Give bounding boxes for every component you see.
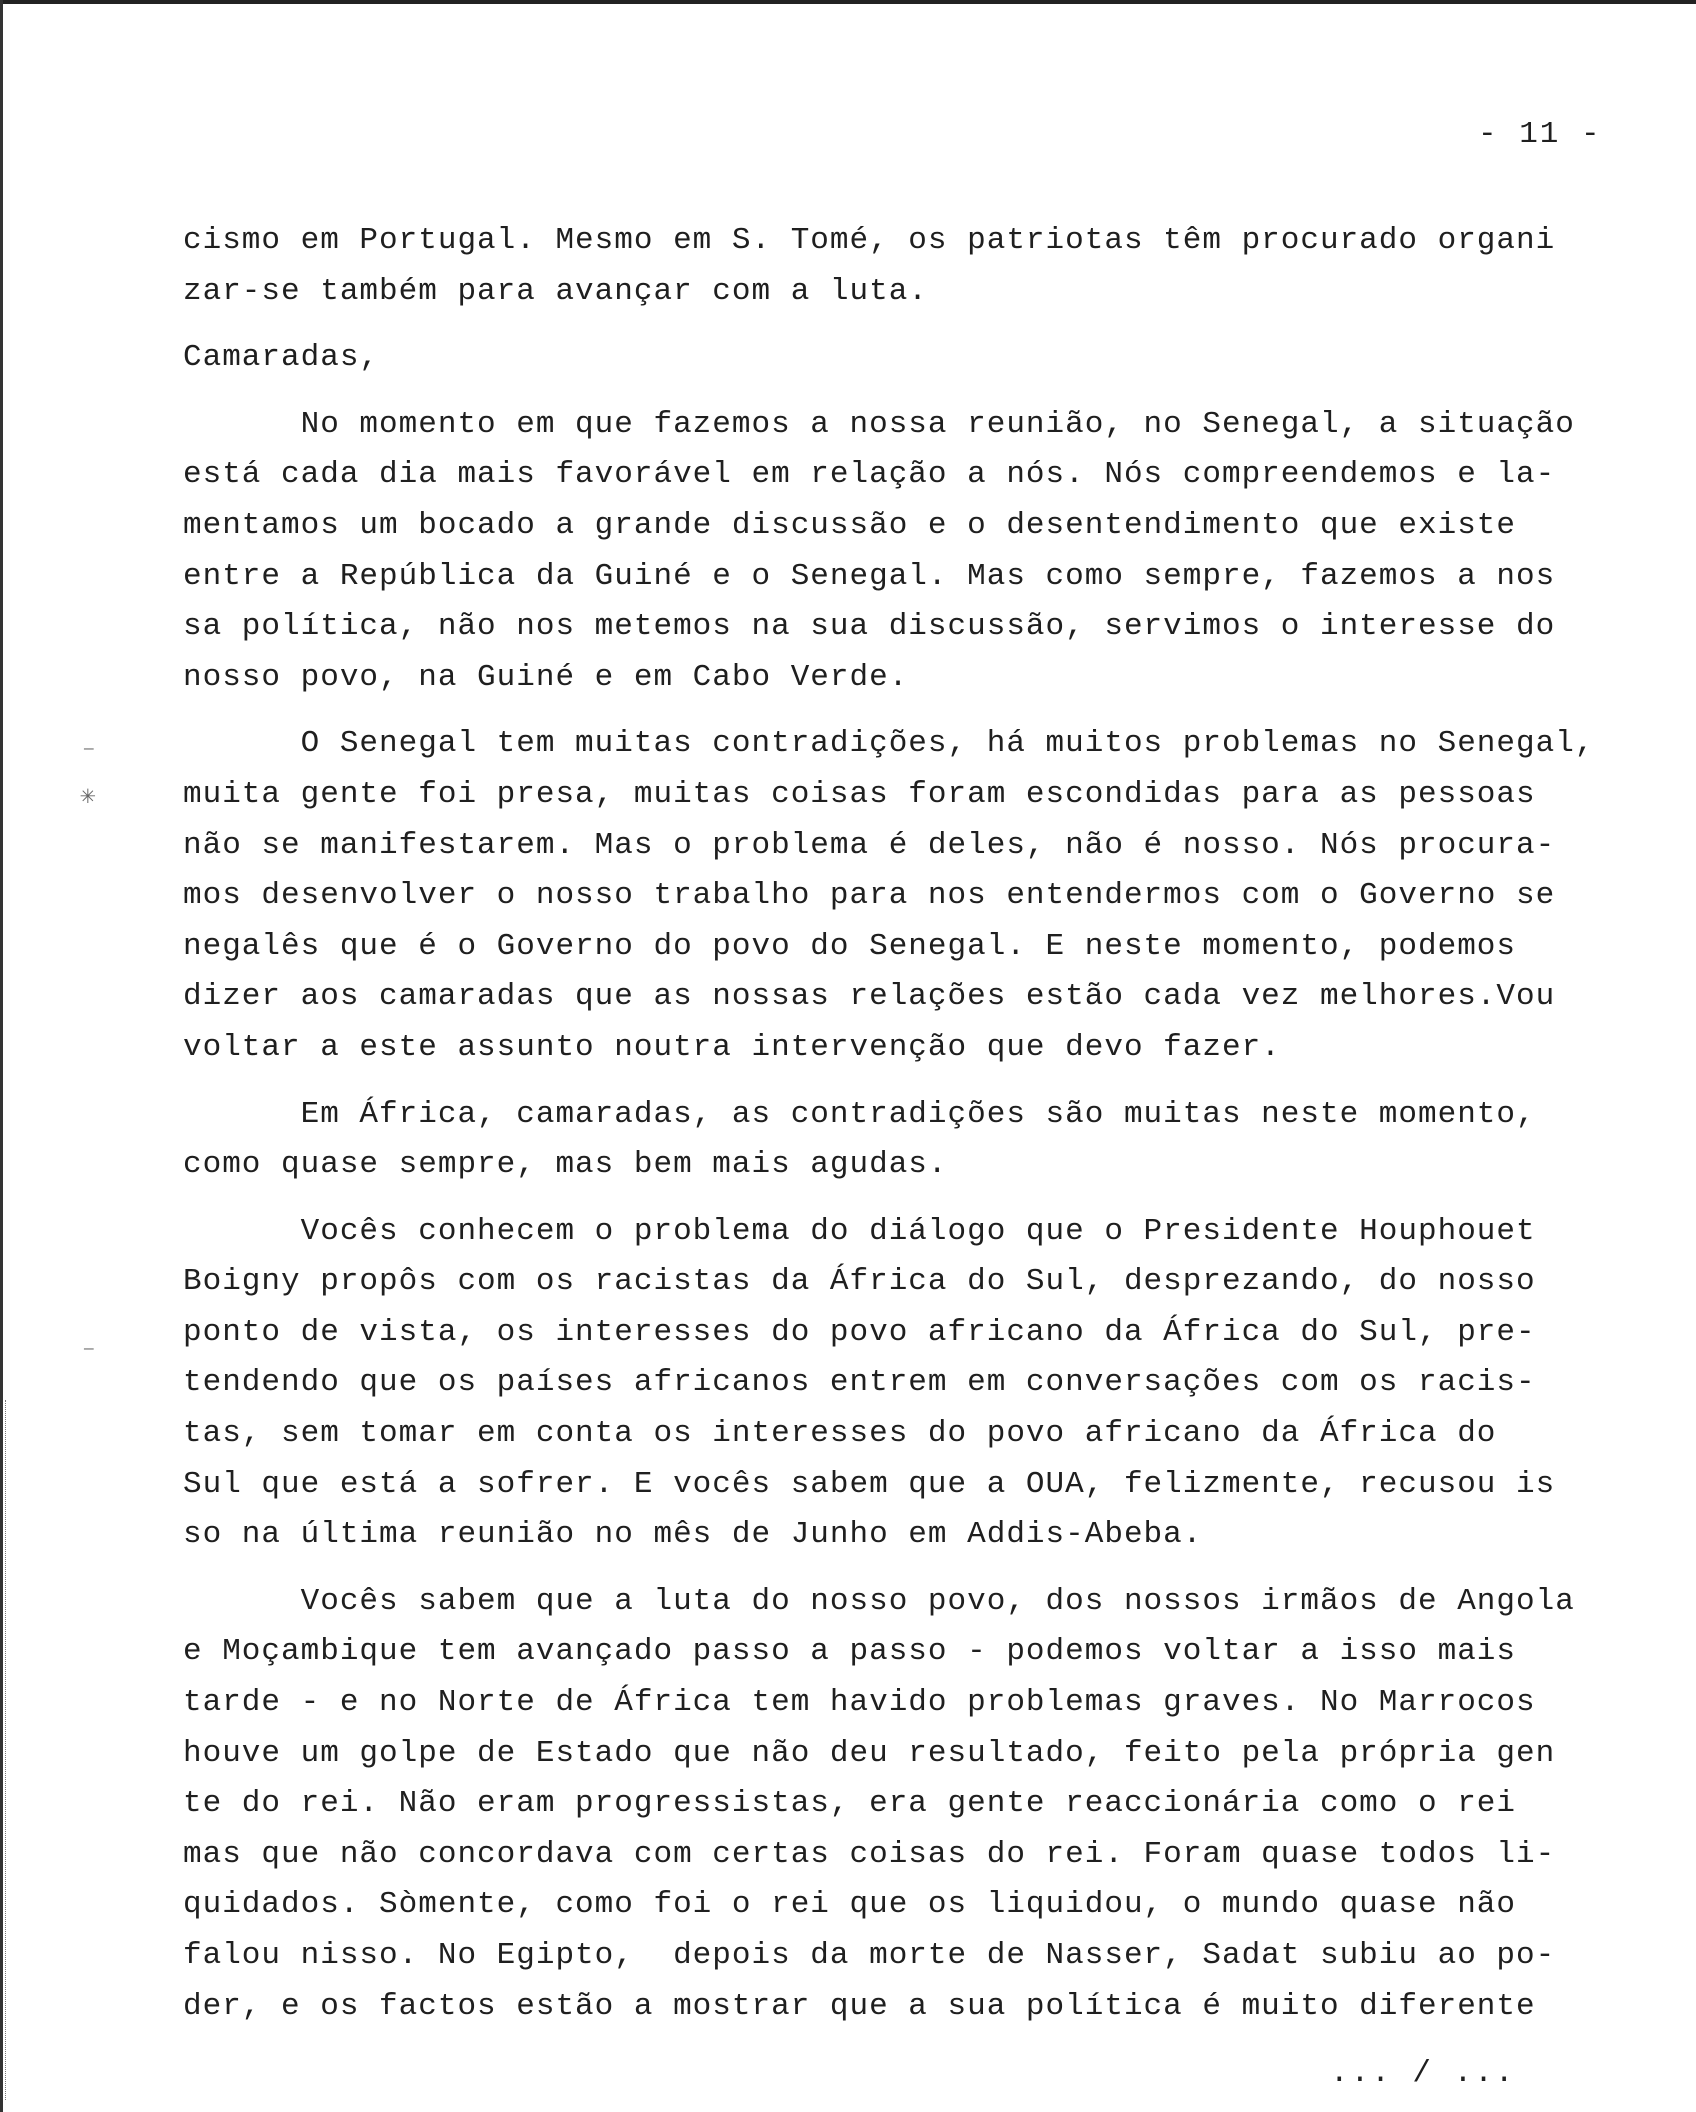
text-line: O Senegal tem muitas contradições, há muitos problemas no Senegal,: [183, 726, 1595, 762]
margin-dash-mark-lower: —: [84, 1340, 94, 1358]
left-border: [0, 0, 3, 2112]
scan-edge-marks: [5, 1400, 8, 2100]
text-line: No momento em que fazemos a nossa reunião, no Senegal, a situação: [183, 406, 1575, 442]
text-line: te do rei. Não eram progressistas, era gente reaccionária como o rei: [183, 1786, 1517, 1822]
text-line: voltar a este assunto noutra intervenção que devo fazer.: [183, 1029, 1281, 1065]
text-line: so na última reunião no mês de Junho em Addis-Abeba.: [183, 1517, 1203, 1553]
text-line: quidados. Sòmente, como foi o rei que os liquidou, o mundo quase não: [183, 1887, 1517, 1923]
text-line: tas, sem tomar em conta os interesses do povo africano da África do: [183, 1416, 1497, 1452]
margin-dash-mark: —: [84, 740, 94, 758]
text-line: dizer aos camaradas que as nossas relações estão cada vez melhores.Vou: [183, 979, 1556, 1015]
paragraph-gap: [183, 1561, 1623, 1577]
text-line: muita gente foi presa, muitas coisas foram escondidas para as pessoas: [183, 776, 1536, 812]
text-line: zar-se também para avançar com a luta.: [183, 273, 928, 309]
text-line: Vocês sabem que a luta do nosso povo, dos nossos irmãos de Angola: [183, 1583, 1575, 1619]
text-line: mos desenvolver o nosso trabalho para nos entendermos com o Governo se: [183, 878, 1556, 914]
text-line: mas que não concordava com certas coisas do rei. Foram quase todos li-: [183, 1836, 1556, 1872]
paragraph-gap: [183, 384, 1623, 400]
paragraph-gap: [183, 1074, 1623, 1090]
top-border: [0, 0, 1696, 4]
text-line: tarde - e no Norte de África tem havido problemas graves. No Marrocos: [183, 1685, 1536, 1721]
margin-asterisk-mark: ✳: [80, 781, 96, 811]
text-line: falou nisso. No Egipto, depois da morte de Nasser, Sadat subiu ao po-: [183, 1938, 1556, 1973]
text-line: como quase sempre, mas bem mais agudas.: [183, 1147, 948, 1183]
text-line: tendendo que os países africanos entrem em conversações com os racis-: [183, 1365, 1536, 1401]
paragraph-gap: [183, 703, 1623, 719]
text-line: mentamos um bocado a grande discussão e o desentendimento que existe: [183, 507, 1517, 543]
text-line: Vocês conhecem o problema do diálogo que o Presidente Houphouet: [183, 1213, 1536, 1249]
text-line: cismo em Portugal. Mesmo em S. Tomé, os patriotas têm procurado organi: [183, 223, 1556, 258]
text-line: sa política, não nos metemos na sua discussão, servimos o interesse do: [183, 609, 1556, 645]
text-line: negalês que é o Governo do povo do Senegal. E neste momento, podemos: [183, 928, 1517, 964]
text-line: der, e os factos estão a mostrar que a sua política é muito diferente: [183, 1988, 1536, 2024]
text-line: ponto de vista, os interesses do povo africano da África do Sul, pre-: [183, 1314, 1536, 1350]
continuation-marker: ... / ...: [1330, 2056, 1516, 2091]
body-text: [183, 216, 1623, 2032]
text-line: e Moçambique tem avançado passo a passo - podemos voltar a isso mais: [183, 1634, 1517, 1670]
text-line: entre a República da Guiné e o Senegal. Mas como sempre, fazemos a nos: [183, 558, 1556, 594]
text-line: Sul que está a sofrer. E vocês sabem que a OUA, felizmente, recusou is: [183, 1466, 1556, 1502]
page-number: - 11 -: [1478, 117, 1602, 152]
paragraph-gap: [183, 317, 1623, 333]
text-line: Camaradas,: [183, 340, 380, 376]
text-line: nosso povo, na Guiné e em Cabo Verde.: [183, 659, 909, 695]
text-line: está cada dia mais favorável em relação a nós. Nós compreendemos e la-: [183, 457, 1556, 493]
text-line: Em África, camaradas, as contradições são muitas neste momento,: [183, 1096, 1536, 1132]
text-line: houve um golpe de Estado que não deu resultado, feito pela própria gen: [183, 1735, 1556, 1771]
text-line: Boigny propôs com os racistas da África do Sul, desprezando, do nosso: [183, 1264, 1536, 1300]
paragraph-gap: [183, 1191, 1623, 1207]
text-line: não se manifestarem. Mas o problema é deles, não é nosso. Nós procura-: [183, 827, 1556, 863]
